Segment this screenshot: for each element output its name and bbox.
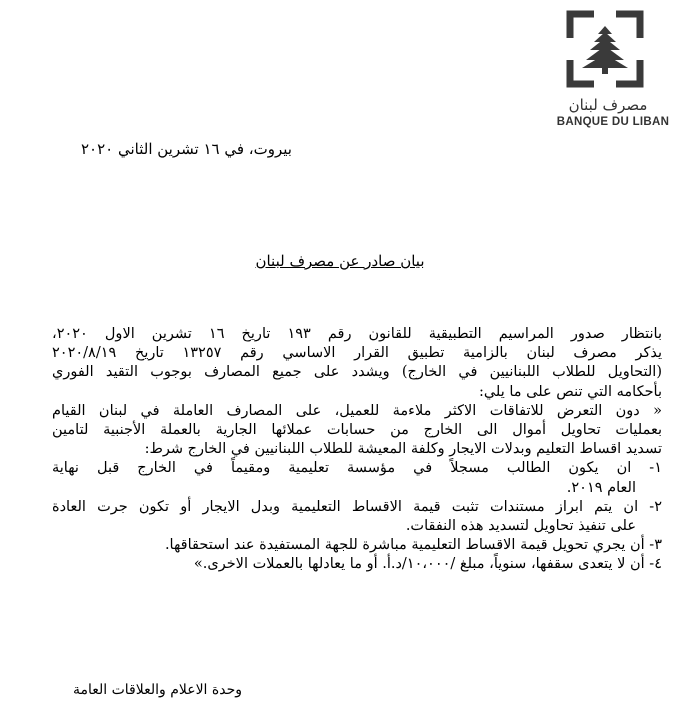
body-line: « دون التعرض للاتفاقات الاكثر ملاءمة للعميل، على المصارف العاملة في لبنان القيام (52, 402, 662, 419)
condition-item-1: ١- ان يكون الطالب مسجلاً في مؤسسة تعليمية ومقيماً في الخارج قبل نهاية (52, 460, 662, 477)
date-line: بيروت، في ١٦ تشرين الثاني ٢٠٢٠ (80, 140, 292, 158)
logo-french-text: BANQUE DU LIBAN (556, 116, 670, 128)
body-line: بعمليات تحاويل أموال الى الخارج من حسابات عملائها الجارية بالعملة الأجنبية لتامين (52, 421, 662, 438)
body-line: يذكر مصرف لبنان بالزامية تطبيق القرار الاساسي رقم ١٣٢٥٧ تاريخ ٢٠٢٠/٨/١٩ (52, 345, 662, 362)
condition-item-1-continued: العام ٢٠١٩. (566, 479, 636, 496)
condition-item-3: ٣- أن يجري تحويل قيمة الاقساط التعليمية مباشرة للجهة المستفيدة عند استحقاقها. (164, 537, 662, 554)
logo-arabic-text: مصرف لبنان (568, 96, 648, 114)
body-line: (التحاويل للطلاب اللبنانيين في الخارج) ويشدد على جميع المصارف بوجوب التقيد الفوري (52, 364, 662, 381)
condition-item-4: ٤- أن لا يتعدى سقفها، سنوياً، مبلغ /١٠،٠٠٠/د.أ. أو ما يعادلها بالعملات الاخرى.» (193, 556, 662, 573)
banque-du-liban-logo (548, 10, 676, 135)
statement-body (52, 325, 662, 574)
condition-item-2: ٢- ان يتم ابراز مستندات تثبت قيمة الاقساط التعليمية وبدل الايجار أو تكون جرت العادة (52, 498, 662, 515)
cedar-logo-icon (566, 10, 644, 88)
body-line: بأحكامه التي تنص على ما يلي: (478, 383, 662, 400)
body-line: تسديد اقساط التعليم وبدلات الايجار وكلفة المعيشة للطلاب اللبنانيين في الخارج شرط: (144, 441, 662, 458)
condition-item-2-continued: على تنفيذ تحاويل لتسديد هذه النفقات. (405, 517, 636, 534)
body-line: بانتظار صدور المراسيم التطبيقية للقانون رقم ١٩٣ تاريخ ١٦ تشرين الاول ٢٠٢٠، (52, 326, 662, 342)
statement-title: بيان صادر عن مصرف لبنان (255, 252, 425, 270)
footer-department: وحدة الاعلام والعلاقات العامة (72, 682, 242, 698)
